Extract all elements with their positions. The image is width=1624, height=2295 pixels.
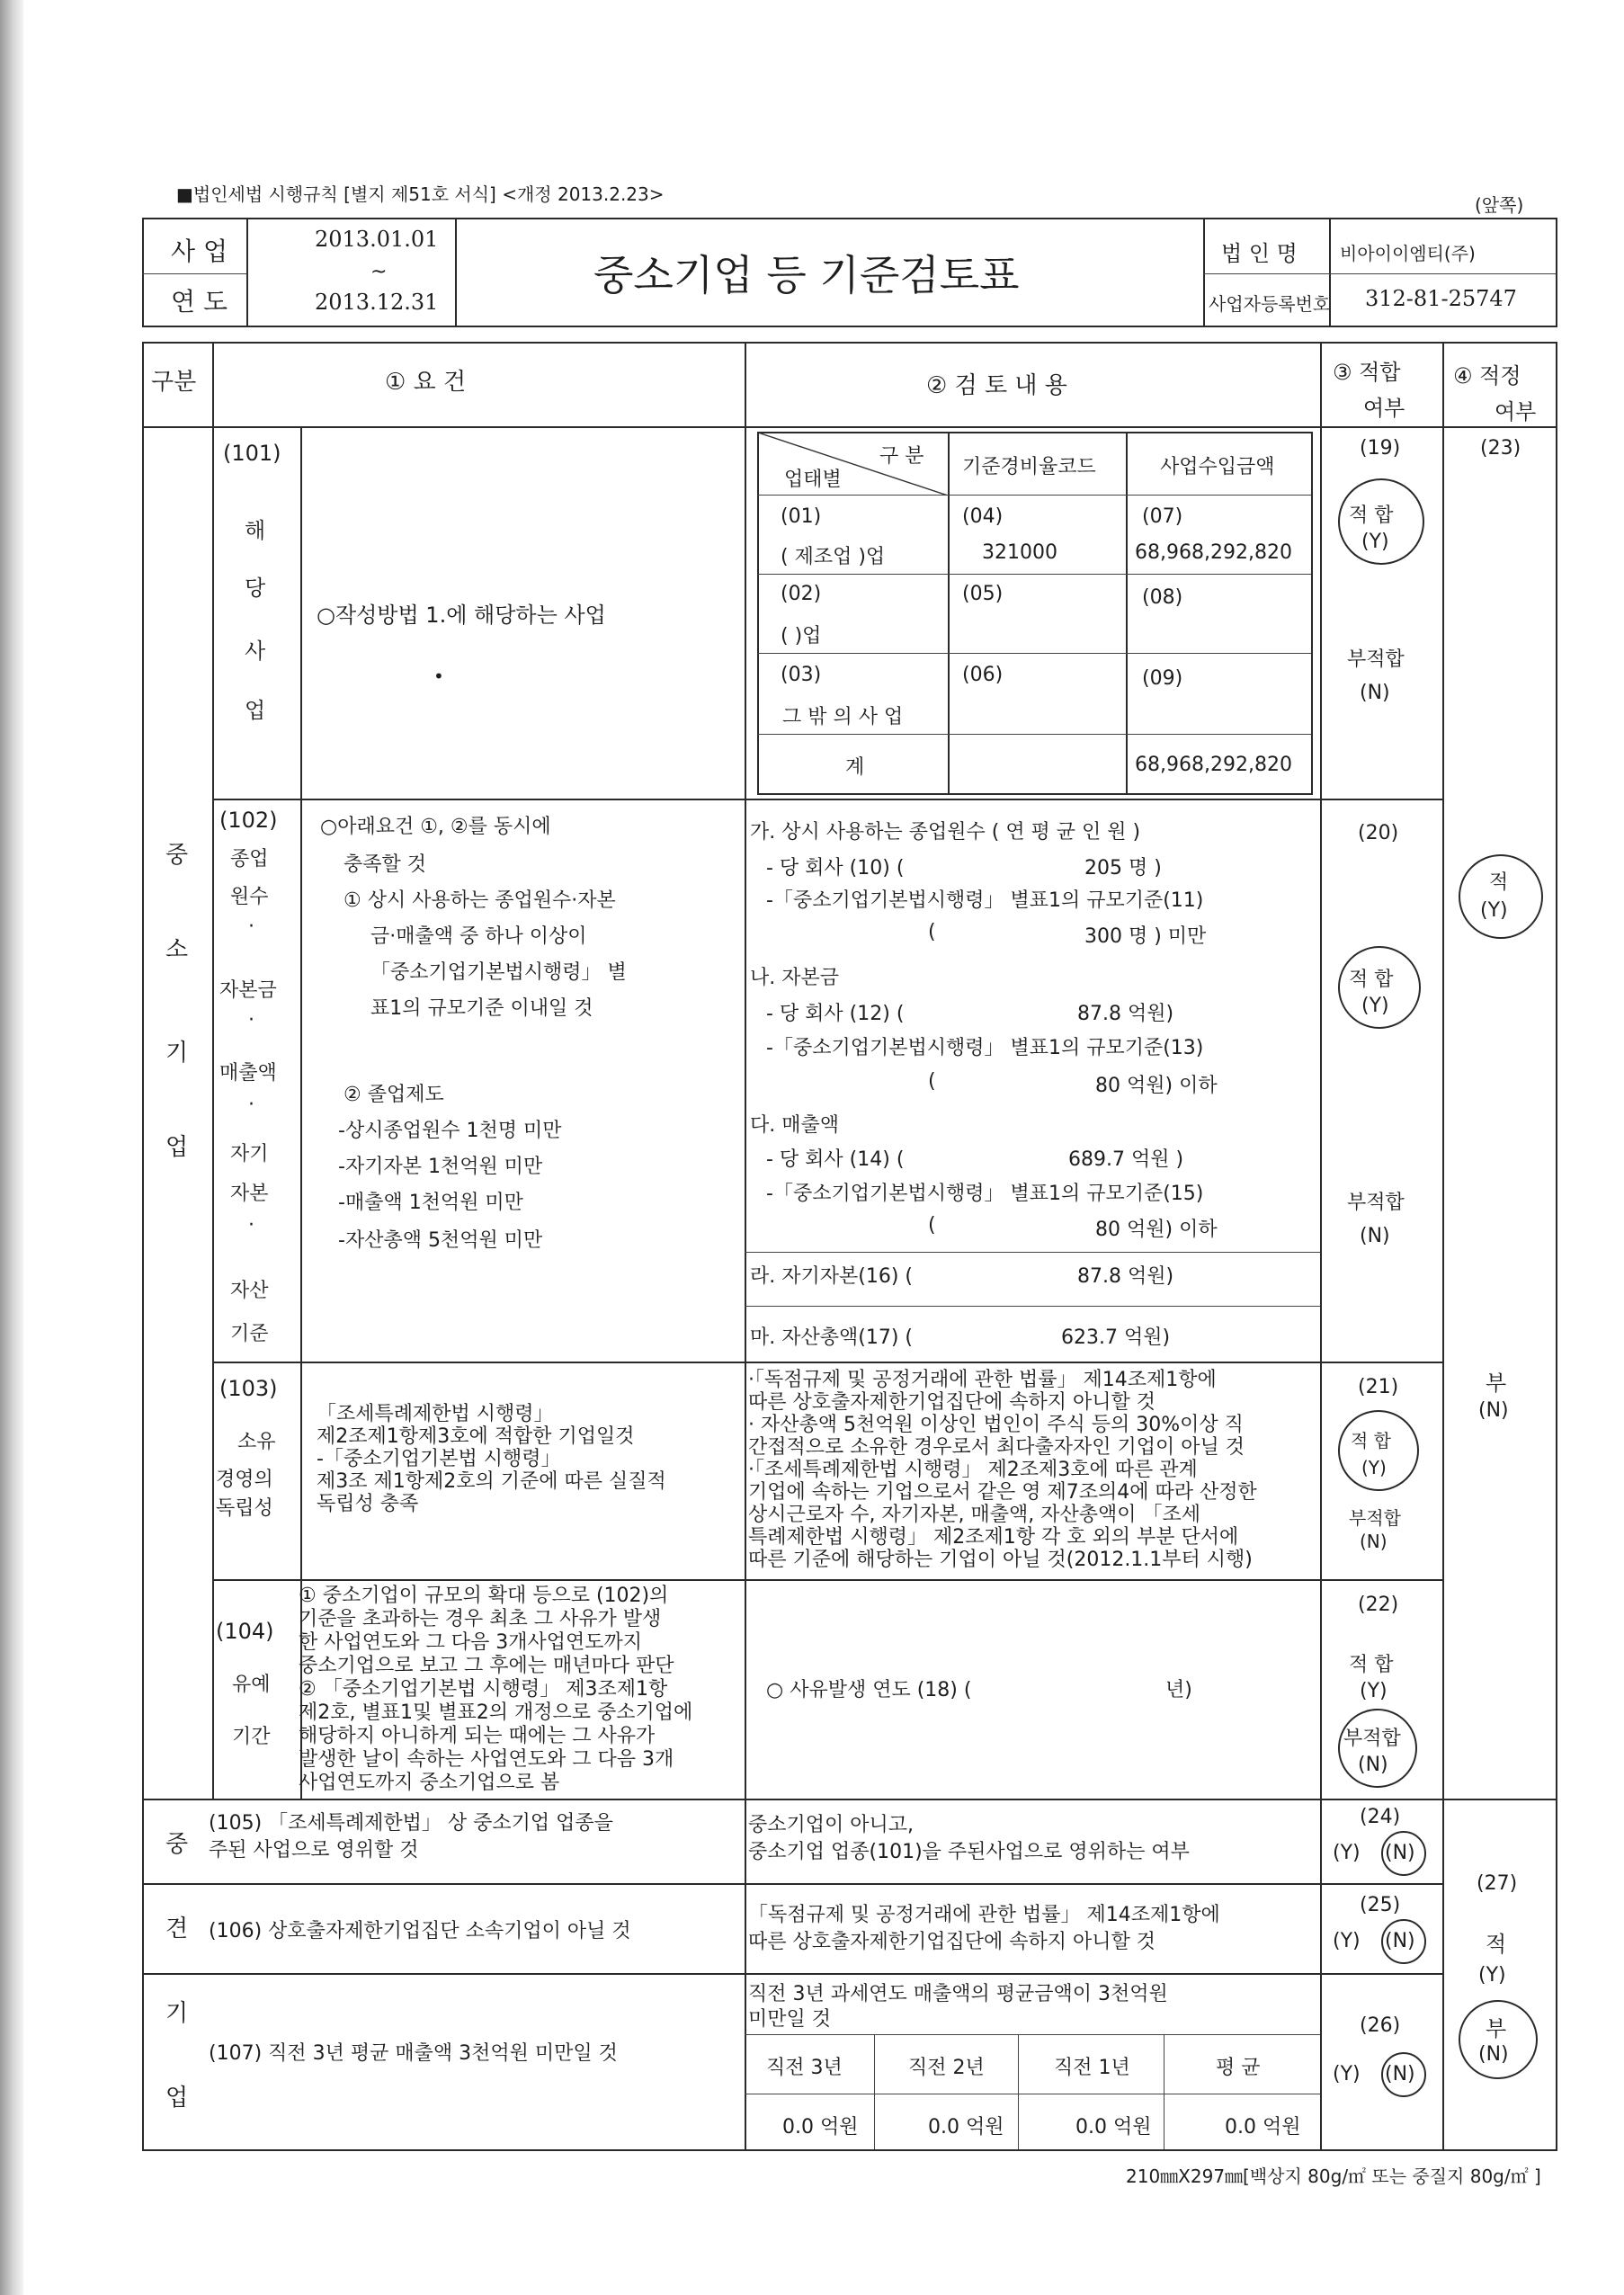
- header-mid-rule: [1203, 273, 1556, 274]
- row-107-grid-top: [745, 2034, 1320, 2035]
- page-side-label: (앞쪽): [1475, 194, 1524, 216]
- row-103-review-8: 특례제한법 시행령」 제2조제1항 각 호 외의 부분 단서에: [748, 1526, 1239, 1549]
- row-106-no: (N): [1385, 1930, 1415, 1952]
- paper-spec-footer: 210㎜X297㎜[백상지 80g/㎡ 또는 중질지 80g/㎡ ]: [1126, 2166, 1541, 2187]
- row-101-label-2: 당: [245, 576, 266, 601]
- review-ga-2-open: (: [928, 921, 936, 943]
- row-102-req-1: ○아래요건 ①, ②를 동시에: [320, 816, 551, 838]
- row-105-no: (N): [1385, 1842, 1415, 1864]
- row-107-review-1: 직전 3년 과세연도 매출액의 평균금액이 3천억원: [748, 1983, 1168, 2005]
- row-101-bottom: [212, 799, 1442, 800]
- form-title: 중소기업 등 기준검토표: [593, 251, 1020, 299]
- header-divider-3: [1203, 218, 1205, 327]
- row-107-val-3: 0.0 억원: [1075, 2116, 1152, 2139]
- business-table-row2-rule: [757, 653, 1311, 654]
- business-table-col-1: [948, 432, 950, 793]
- row-107-review-2: 미만일 것: [748, 2008, 832, 2031]
- table-hdr-biz: 업태별: [784, 469, 842, 491]
- row-103-review-5: ·「조세특례제한법 시행령」 제2조제3호에 따른 관계: [748, 1459, 1198, 1481]
- row-101-label-3: 사: [245, 638, 266, 664]
- row-102-label-7: ·: [248, 1094, 254, 1116]
- row-107-grid-col-2: [1018, 2034, 1019, 2149]
- row-102-req-9: -자기자본 1천억원 미만: [338, 1156, 543, 1178]
- row-102-req-4: 금·매출액 중 하나 이상이: [370, 925, 587, 948]
- review-na-2: -「중소기업기본법시행령」 별표1의 규모기준(13): [766, 1037, 1204, 1059]
- row-104-req-8: 발생한 날이 속하는 사업연도와 그 다음 3개: [299, 1748, 674, 1771]
- row-107-req: (107) 직전 3년 평균 매출액 3천억원 미만일 것: [209, 2042, 618, 2065]
- col-proper-1: ④ 적정: [1453, 363, 1521, 388]
- mid-proper-code: (27): [1477, 1872, 1518, 1895]
- row-105-review-2: 중소기업 업종(101)을 주된사업으로 영위하는 여부: [748, 1841, 1190, 1863]
- row-104-req-6: 제2호, 별표1및 별표2의 개정으로 중소기업에: [299, 1701, 693, 1724]
- row-103-review-3: · 자산총액 5천억원 이상인 법인이 주식 등의 30%이상 직: [748, 1414, 1244, 1436]
- row3-code: (03): [781, 664, 822, 686]
- row-104-req-1: ① 중소기업이 규모의 확대 등으로 (102)의: [299, 1585, 669, 1607]
- business-table-row1-rule: [757, 574, 1311, 575]
- row-104-fit-yes: 적 합: [1349, 1654, 1394, 1676]
- row-104-req-4: 중소기업으로 보고 그 후에는 매년마다 판단: [299, 1655, 674, 1677]
- row-102-proper-yes-y: (Y): [1480, 899, 1508, 922]
- header-divider-2: [455, 218, 457, 327]
- header-right-rule: [1556, 218, 1557, 327]
- row-101-fit-code: (19): [1360, 437, 1401, 460]
- row-101-label-1: 해: [245, 518, 266, 543]
- review-ga: 가. 상시 사용하는 종업원수 ( 연 평 균 인 원 ): [750, 821, 1141, 844]
- row-102-req-6: 표1의 규모기준 이내일 것: [370, 997, 593, 1020]
- review-fit-rule: [1320, 342, 1322, 2151]
- review-ga-2: -「중소기업기본법시행령」 별표1의 규모기준(11): [766, 889, 1204, 912]
- row-102-label-4: 자본금: [219, 979, 277, 1002]
- row-103-review-6: 기업에 속하는 기업으로서 같은 영 제7조의4에 따라 산정한: [748, 1481, 1257, 1504]
- review-ra: 라. 자기자본(16) (: [750, 1265, 913, 1288]
- row-102-label-10: ·: [248, 1214, 254, 1237]
- row2-code: (02): [781, 583, 822, 605]
- row-103-review-1: ·「독점규제 및 공정거래에 관한 법률」 제14조제1항에: [748, 1369, 1217, 1391]
- row-103-fit-no: 부적합: [1349, 1507, 1401, 1529]
- row-101-fit-no-n: (N): [1360, 682, 1390, 704]
- row-101-fit-yes: 적 합: [1349, 505, 1394, 527]
- period-tilde: ~: [370, 261, 388, 283]
- row-102-label-8: 자기: [230, 1143, 269, 1165]
- row-102-req-8: -상시종업원수 1천명 미만: [338, 1120, 562, 1142]
- fiscal-year-label-1: 사 업: [171, 237, 228, 266]
- row-102-req-2: 충족할 것: [344, 853, 427, 876]
- mid-label-1: 중: [165, 1831, 189, 1858]
- row-102-fit-yes: 적 합: [1349, 969, 1394, 991]
- header-top-rule: [142, 218, 1557, 219]
- row-102-label-6: 매출액: [219, 1062, 277, 1085]
- row3-biz: 그 밖 의 사 업: [782, 706, 904, 728]
- review-da-2-open: (: [928, 1214, 936, 1237]
- row-102-label-2: 원수: [230, 886, 269, 908]
- row-103-code: (103): [219, 1376, 278, 1401]
- row-103-req-5: 독립성 충족: [317, 1493, 419, 1515]
- row1-code: (01): [781, 505, 822, 528]
- row-104-req-3: 한 사업연도와 그 다음 3개사업연도까지: [299, 1631, 643, 1654]
- review-ma-value: 623.7 억원): [1061, 1326, 1171, 1349]
- review-ga-1: - 당 회사 (10) (: [766, 857, 905, 880]
- header-left-rule: [142, 218, 144, 327]
- sme-label-4: 업: [165, 1134, 189, 1161]
- row-107-grid-col-1: [874, 2034, 875, 2149]
- row-103-review-9: 따른 기준에 해당하는 기업이 아닐 것(2012.1.1부터 시행): [748, 1549, 1253, 1571]
- review-da-1-value: 689.7 억원 ): [1068, 1148, 1184, 1171]
- row2-biz: ( )업: [781, 625, 822, 647]
- mid-proper-no: 부: [1486, 2016, 1507, 2041]
- row-103-fit-yes: 적 합: [1351, 1430, 1391, 1451]
- review-ga-2-value: 300 명 ) 미만: [1084, 925, 1207, 948]
- review-na-2-open: (: [928, 1070, 936, 1093]
- review-ra-value: 87.8 억원): [1077, 1265, 1174, 1288]
- row-102-req-11: -자산총액 5천억원 미만: [338, 1229, 543, 1252]
- total-amount: 68,968,292,820: [1135, 754, 1292, 776]
- row-106-yes: (Y): [1333, 1930, 1361, 1952]
- row-103-proper-no: 부: [1486, 1371, 1507, 1396]
- review-da-1: - 당 회사 (14) (: [766, 1148, 905, 1171]
- row-103-label-1: 소유: [237, 1431, 276, 1453]
- row-106-code: (25): [1360, 1894, 1401, 1916]
- row-106-review-2: 따른 상호출자제한기업집단에 속하지 아니할 것: [748, 1931, 1156, 1953]
- col-review: ② 검 토 내 용: [926, 372, 1067, 399]
- row-103-req-4: 제3조 제1항제2호의 기준에 따른 실질적: [317, 1470, 666, 1493]
- row-103-req-2: 제2조제1항제3호에 적합한 기업일것: [317, 1425, 635, 1448]
- row-105-req-2: 주된 사업으로 영위할 것: [209, 1839, 419, 1862]
- review-na-1: - 당 회사 (12) (: [766, 1003, 905, 1025]
- row-101-stray-dot: •: [433, 665, 444, 687]
- header-year-rule: [142, 273, 246, 274]
- row-107-val-1: 0.0 억원: [782, 2116, 859, 2139]
- row-104-code: (104): [216, 1619, 274, 1644]
- row-102-label-3: ·: [248, 915, 254, 938]
- row-103-req-1: 「조세특례제한법 시행령」: [317, 1403, 554, 1425]
- table-left-rule: [142, 342, 144, 2151]
- fit-proper-rule: [1442, 342, 1444, 2151]
- row-104-review: ○ 사유발생 연도 (18) (: [766, 1679, 972, 1701]
- biz-no-label: 사업자등록번호: [1209, 293, 1331, 315]
- review-da-2: -「중소기업기본법시행령」 별표1의 규모기준(15): [766, 1183, 1204, 1205]
- row-104-req-7: 해당하지 아니하게 되는 때에는 그 사유가: [299, 1725, 656, 1747]
- table-hdr-code: 기준경비율코드: [962, 456, 1096, 478]
- row-103-label-3: 독립성: [216, 1497, 273, 1520]
- row-102-label-1: 종업: [230, 848, 269, 871]
- sme-label-1: 중: [165, 842, 189, 869]
- row-107-no: (N): [1385, 2063, 1415, 2085]
- row1-amount-code: (07): [1142, 505, 1183, 528]
- table-bottom-rule: [142, 2149, 1557, 2151]
- row-102-fit-code: (20): [1358, 822, 1399, 844]
- header-divider-1: [246, 218, 248, 327]
- row-103-fit-yes-y: (Y): [1361, 1457, 1387, 1478]
- row-107-val-4: 0.0 억원: [1225, 2116, 1301, 2139]
- row-104-label-2: 기간: [232, 1726, 271, 1748]
- row-101-fit-yes-y: (Y): [1361, 531, 1389, 553]
- review-na: 나. 자본금: [750, 967, 839, 989]
- mid-proper-yes-y: (Y): [1478, 1964, 1506, 1987]
- row3-ratio-code: (06): [962, 664, 1004, 686]
- row-107-val-2: 0.0 억원: [928, 2116, 1004, 2139]
- col-fit-1: ③ 적합: [1333, 360, 1401, 385]
- row1-ratio-code: (04): [962, 505, 1004, 528]
- review-102-rule-1: [745, 1252, 1320, 1253]
- row3-amount-code: (09): [1142, 667, 1183, 690]
- row-105-code: (24): [1360, 1806, 1401, 1828]
- table-top-rule: [142, 342, 1557, 344]
- row-103-req-3: -「중소기업기본법 시행령」: [317, 1448, 561, 1470]
- row-107-yes: (Y): [1333, 2063, 1361, 2085]
- row-102-label-5: ·: [248, 1009, 254, 1031]
- header-bottom-rule: [142, 326, 1557, 327]
- row-103-fit-code: (21): [1358, 1376, 1399, 1398]
- form-reference: ■법인세법 시행규칙 [별지 제51호 서식] <개정 2013.2.23>: [176, 183, 665, 205]
- review-102-rule-2: [745, 1306, 1320, 1307]
- row-101-code: (101): [223, 441, 281, 466]
- table-hdr-amount: 사업수입금액: [1160, 456, 1275, 478]
- period-end: 2013.12.31: [315, 290, 439, 315]
- row-104-req-2: 기준을 초과하는 경우 최초 그 사유가 발생: [299, 1608, 662, 1630]
- col-fit-2: 여부: [1363, 396, 1405, 421]
- scan-binding-shadow: [0, 0, 23, 2295]
- row1-ratio-value: 321000: [982, 541, 1057, 564]
- col-requirement: ① 요 건: [385, 369, 467, 396]
- row-104-label-1: 유예: [232, 1674, 271, 1696]
- row-104-fit-no-n: (N): [1358, 1754, 1388, 1776]
- row-106-bottom: [142, 1973, 1442, 1975]
- row-103-bottom: [212, 1579, 1442, 1581]
- row-103-label-2: 경영의: [216, 1469, 273, 1491]
- row-107-hdr-3: 직전 1년: [1054, 2057, 1130, 2079]
- row-104-fit-code: (22): [1358, 1594, 1399, 1616]
- review-da: 다. 매출액: [750, 1114, 839, 1137]
- review-da-2-value: 80 억원) 이하: [1095, 1219, 1218, 1241]
- row-102-code: (102): [219, 808, 278, 833]
- mid-proper-yes: 적: [1486, 1932, 1507, 1957]
- row-104-req-9: 사업연도까지 중소기업으로 봄: [299, 1772, 560, 1794]
- column-header-rule: [142, 426, 1557, 428]
- row-103-proper-no-n: (N): [1478, 1399, 1509, 1422]
- row-105-bottom: [142, 1883, 1442, 1885]
- row-103-fit-no-n: (N): [1360, 1531, 1388, 1552]
- business-table-col-2: [1126, 432, 1128, 793]
- mid-label-4: 업: [165, 2085, 189, 2112]
- fiscal-year-label-2: 연 도: [171, 287, 228, 317]
- row2-amount-code: (08): [1142, 586, 1183, 609]
- row-106-req: (106) 상호출자제한기업집단 소속기업이 아닐 것: [209, 1920, 631, 1942]
- row-102-req-3: ① 상시 사용하는 종업원수·자본: [344, 889, 616, 912]
- requirement-review-rule: [745, 342, 746, 2151]
- review-na-1-value: 87.8 억원): [1077, 1003, 1174, 1025]
- row-104-fit-no: 부적합: [1343, 1728, 1401, 1750]
- corp-name: 비아이이엠티(주): [1340, 243, 1476, 264]
- biz-no: 312-81-25747: [1365, 286, 1517, 311]
- total-label: 계: [845, 756, 865, 779]
- row-102-fit-no-n: (N): [1360, 1225, 1390, 1247]
- row-105-req-1: (105) 「조세특례제한법」 상 중소기업 업종을: [209, 1812, 613, 1835]
- sme-label-3: 기: [165, 1040, 189, 1067]
- row-102-req-5: 「중소기업기본법시행령」 별: [370, 961, 627, 984]
- row-104-bottom: [142, 1799, 1557, 1800]
- row-107-hdr-4: 평 균: [1216, 2057, 1261, 2079]
- row-103-review-2: 따른 상호출자제한기업집단에 속하지 아니할 것: [748, 1391, 1156, 1414]
- row-105-review-1: 중소기업이 아니고,: [748, 1814, 915, 1836]
- row-107-code: (26): [1360, 2014, 1401, 2037]
- row2-ratio-code: (05): [962, 583, 1004, 605]
- business-table-row3-rule: [757, 734, 1311, 735]
- row-102-proper-yes: 적: [1489, 871, 1509, 894]
- col-proper-2: 여부: [1495, 399, 1537, 424]
- row-105-yes: (Y): [1333, 1842, 1361, 1864]
- row-104-req-5: ② 「중소기업기본법 시행령」 제3조제1항: [299, 1678, 668, 1701]
- mid-label-2: 견: [165, 1915, 189, 1942]
- row-101-label-4: 업: [245, 698, 266, 723]
- row-101-proper-code: (23): [1480, 437, 1521, 460]
- row1-biz: ( 제조업 )업: [781, 546, 886, 568]
- row-101-fit-no: 부적합: [1347, 648, 1405, 671]
- row-102-bottom: [212, 1362, 1442, 1363]
- mid-proper-no-n: (N): [1478, 2043, 1509, 2066]
- review-ga-1-value: 205 명 ): [1084, 857, 1162, 880]
- row-107-hdr-2: 직전 2년: [908, 2057, 985, 2079]
- corp-name-label: 법 인 명: [1221, 241, 1298, 266]
- sme-label-2: 소: [165, 936, 189, 963]
- row-102-label-12: 기준: [230, 1323, 269, 1345]
- row-102-fit-yes-y: (Y): [1361, 995, 1389, 1017]
- table-hdr-gubun: 구 분: [879, 445, 924, 468]
- row-106-review-1: 「독점규제 및 공정거래에 관한 법률」 제14조제1항에: [748, 1904, 1220, 1926]
- review-na-2-value: 80 억원) 이하: [1095, 1075, 1218, 1097]
- row1-amount: 68,968,292,820: [1135, 541, 1292, 564]
- mid-label-3: 기: [165, 2000, 189, 2027]
- table-right-rule: [1556, 342, 1557, 2151]
- review-ma: 마. 자산총액(17) (: [750, 1326, 913, 1349]
- col-category: 구분: [151, 369, 197, 396]
- row-102-label-9: 자본: [230, 1183, 269, 1205]
- row-102-req-10: -매출액 1천억원 미만: [338, 1192, 523, 1214]
- row-107-hdr-1: 직전 3년: [766, 2057, 843, 2079]
- row-102-label-11: 자산: [230, 1280, 269, 1302]
- row-104-review-end: 년): [1165, 1679, 1192, 1701]
- row-101-requirement: ○작성방법 1.에 해당하는 사업: [317, 603, 606, 628]
- row-102-req-7: ② 졸업제도: [344, 1084, 444, 1106]
- row-104-fit-yes-y: (Y): [1360, 1680, 1388, 1702]
- row-102-fit-no: 부적합: [1347, 1192, 1405, 1214]
- row-103-review-7: 상시근로자 수, 자기자본, 매출액, 자산총액이 「조세: [748, 1504, 1200, 1526]
- period-start: 2013.01.01: [315, 227, 439, 252]
- row-103-review-4: 간접적으로 소유한 경우로서 최다출자자인 기업이 아닐 것: [748, 1436, 1245, 1459]
